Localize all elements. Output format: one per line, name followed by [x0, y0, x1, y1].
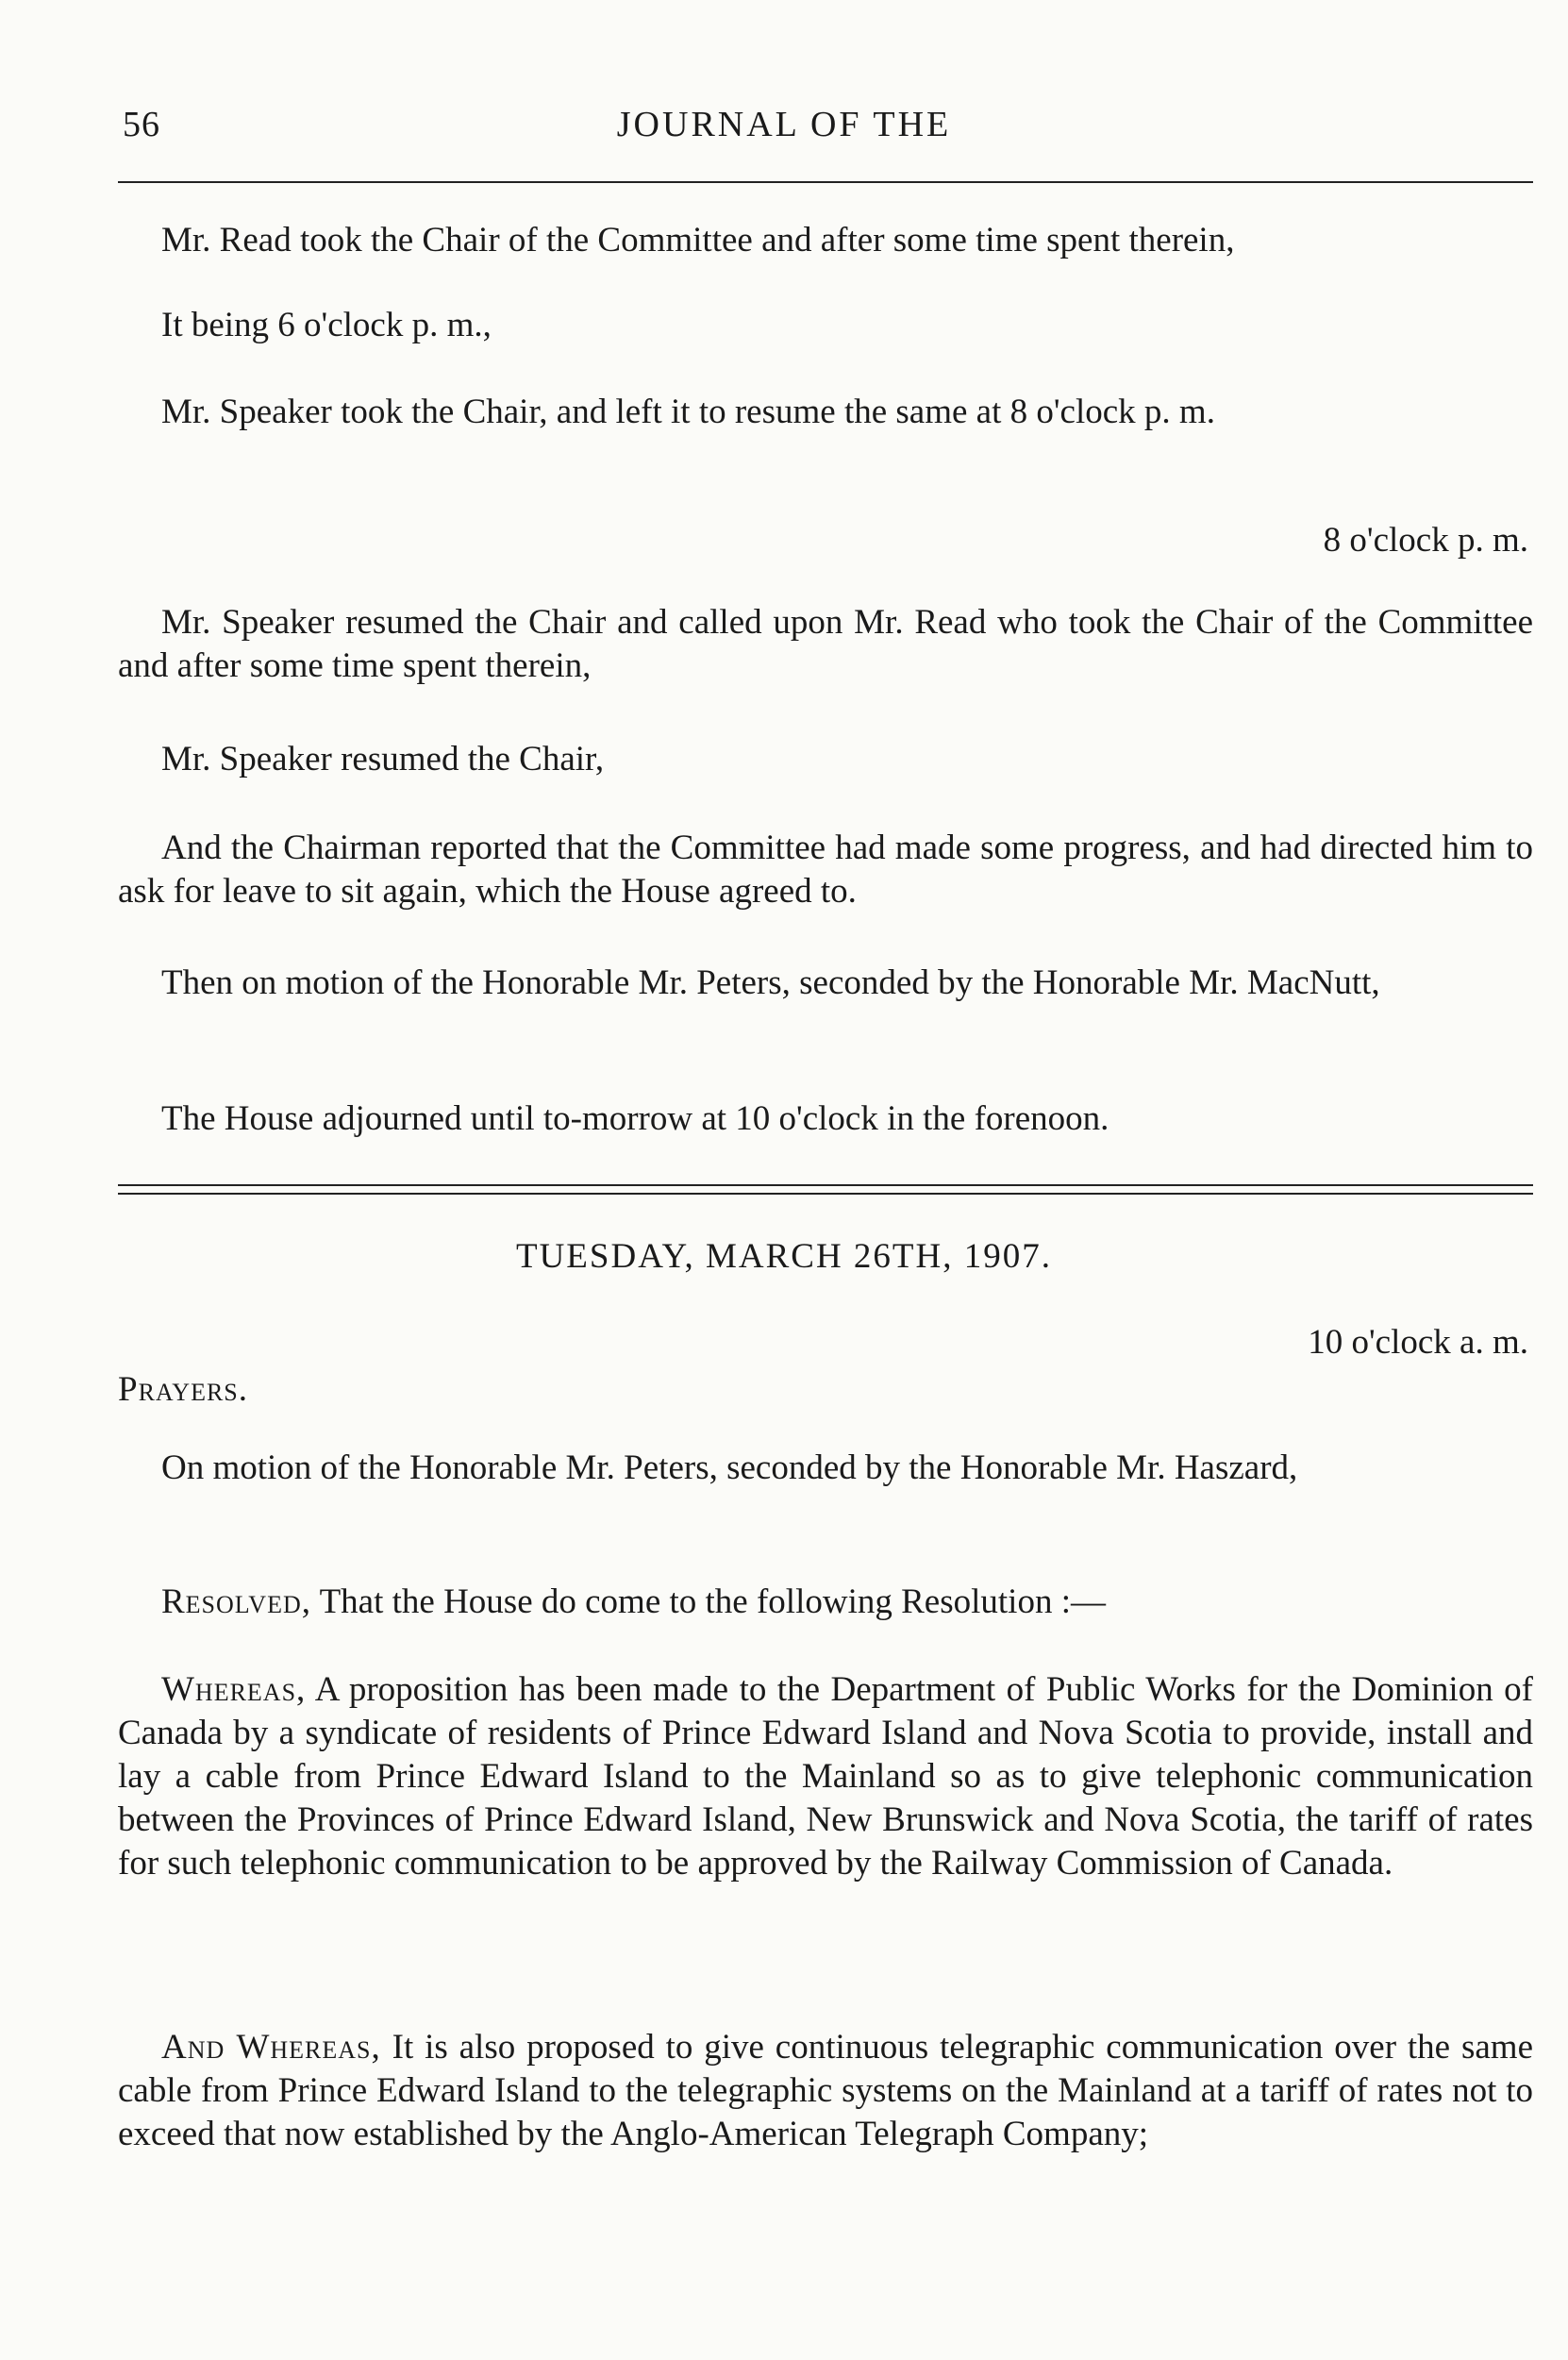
time-eight-oclock: 8 o'clock p. m.	[1323, 521, 1528, 560]
paragraph-committee-chair: Mr. Read took the Chair of the Committee and after some time spent therein,	[161, 221, 1235, 259]
paragraph-whereas-2	[118, 2026, 1533, 2156]
date-heading: TUESDAY, MARCH 26TH, 1907.	[515, 1237, 1052, 1276]
paragraph-speaker-resumed-chair: Mr. Speaker resumed the Chair,	[161, 740, 605, 778]
resolved-text: That the House do come to the following Resolution :—	[310, 1582, 1106, 1621]
paragraph-speaker-took-chair: Mr. Speaker took the Chair, and left it to resume the same at 8 o'clock p. m.	[161, 393, 1215, 431]
resolved-lead: Resolved,	[161, 1582, 311, 1621]
section-rule-top	[118, 1184, 1533, 1186]
time-ten-oclock: 10 o'clock a. m.	[1308, 1323, 1528, 1362]
paragraph-motion-adjourn: Then on motion of the Honorable Mr. Peters, seconded by the Honorable Mr. MacNutt,	[161, 963, 1380, 1002]
paragraph-speaker-resumed: Mr. Speaker resumed the Chair and called upon Mr. Read who took the Chair of the Committee and after some time spent therein,	[118, 603, 1533, 685]
prayers-label: Prayers.	[118, 1370, 249, 1409]
whereas-1-lead: Whereas,	[161, 1670, 307, 1709]
paragraph-house-adjourned: The House adjourned until to-morrow at 10 o'clock in the forenoon.	[161, 1099, 1109, 1138]
paragraph-chairman-reported: And the Chairman reported that the Committee had made some progress, and had directed him to ask for leave to sit again, which the House agreed to.	[118, 829, 1533, 911]
section-rule-bottom	[118, 1193, 1533, 1195]
header-rule	[118, 181, 1533, 183]
paragraph-six-oclock: It being 6 o'clock p. m.,	[161, 306, 492, 344]
paragraph-resolved	[118, 1581, 1533, 1624]
whereas-1-text: A proposition has been made to the Department of Public Works for the Dominion of Canada by a syndicate of residents of Prince Edward Island and Nova Scotia to provide, install and lay a cable from Prince Edward Island to the Mainland so as to give telephonic communication between the Provinces of Prince Edward Island, New Brunswick and Nova Scotia, the tariff of rates for such telephonic communication to be approved by the Railway Commission of Canada.	[118, 1670, 1533, 1883]
paragraph-whereas-1	[118, 1668, 1533, 1885]
page-number: 56	[123, 105, 160, 144]
whereas-2-text: It is also proposed to give continuous telegraphic communication over the same cable from Prince Edward Island to the telegraphic systems on the Mainland at a tariff of rates not to exceed that now established by the Anglo-American Telegraph Company;	[118, 2028, 1533, 2153]
paragraph-motion-haszard: On motion of the Honorable Mr. Peters, seconded by the Honorable Mr. Haszard,	[161, 1448, 1298, 1487]
running-header: JOURNAL OF THE	[616, 105, 952, 144]
whereas-2-lead: And Whereas,	[161, 2028, 381, 2067]
